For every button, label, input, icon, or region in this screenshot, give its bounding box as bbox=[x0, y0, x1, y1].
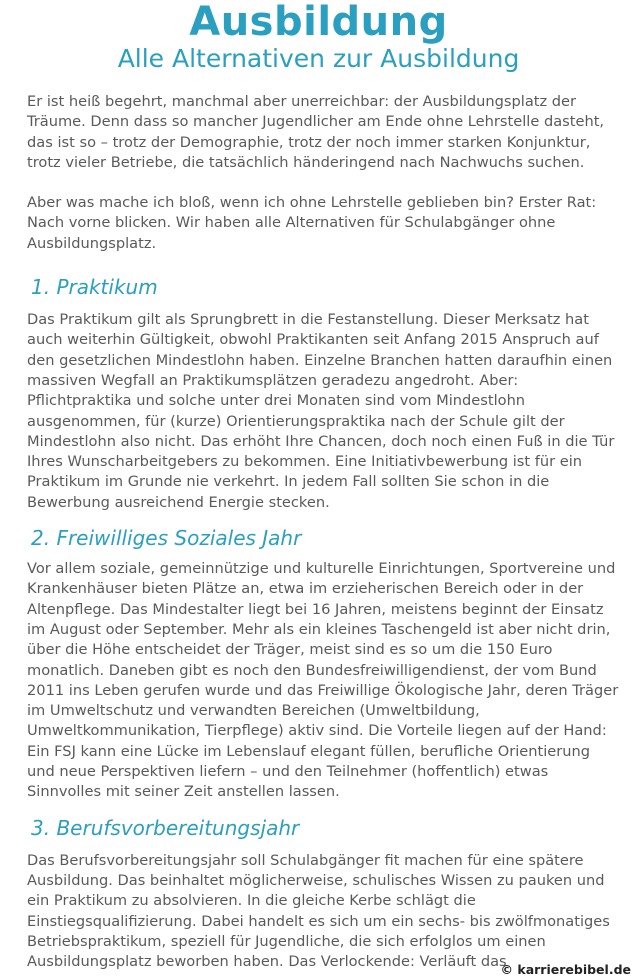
section-heading-fsj: 2. Freiwilliges Soziales Jahr bbox=[31, 526, 302, 551]
intro-paragraph-1: Er ist heiß begehrt, manchmal aber unerreichbar: der Ausbildungsplatz der Träume. Denn dass so mancher Jugendlicher am Ende ohne Lehrstelle dasteht, das ist so – trotz der Demographie, trotz der noch immer starken Konjunktur, trotz vieler Betriebe, die tatsächlich händeringend nach Nachwuchs suchen. bbox=[27, 93, 605, 171]
section-text-bvj: Das Berufsvorbereitungsjahr soll Schulabgänger fit machen für eine spätere Ausbildung. Das beinhaltet möglicherweise, schulisches Wissen zu pauken und ein Praktikum zu absolvieren. In die gleiche Kerbe schlägt die Einstiegsqualifizierung. Dabei handelt es sich um ein sechs- bis zwölfmonatiges Betriebspraktikum, speziell für Jugendliche, die sich erfolglos um einen Ausbildungsplatz beworben haben. Das Verlockende: Verläuft das bbox=[27, 851, 610, 971]
intro bbox=[27, 92, 621, 254]
section-heading-bvj: 3. Berufsvorbereitungsjahr bbox=[31, 815, 300, 840]
section-text-fsj: Vor allem soziale, gemeinnützige und kulturelle Einrichtungen, Sportvereine und Krankenhäuser bieten Plätze an, etwa im erzieherischen Bereich oder in der Altenpflege. Das Mindestalter liegt bei 16 Jahren, meistens beginnt der Einsatz im August oder September. Mehr als ein kleines Taschengeld ist aber nicht drin, über die Höhe entscheidet der Träger, meist sind es so um die 150 Euro monatlich. Daneben gibt es noch den Bundesfreiwilligendienst, der vom Bund 2011 ins Leben gerufen wurde und das Freiwillige Ökologische Jahr, deren Träger im Umweltschutz und verwandten Bereichen (Umweltbildung, Umweltkommunikation, Tierpflege) aktiv sind. Die Vorteile liegen auf der Hand: Ein FSJ kann eine Lücke im Lebenslauf elegant füllen, berufliche Orientierung und neue Perspektiven liefern – und den Teilnehmer (hoffentlich) etwas Sinnvolles mit seiner Zeit anstellen lassen. bbox=[27, 560, 619, 801]
page-subtitle: Alle Alternativen zur Ausbildung bbox=[117, 44, 520, 73]
copyright-footer: © karrierebibel.de bbox=[500, 962, 631, 977]
section-heading-praktikum: 1. Praktikum bbox=[31, 275, 158, 300]
section-fsj bbox=[27, 525, 621, 803]
intro-paragraph-2: Aber was mache ich bloß, wenn ich ohne Lehrstelle geblieben bin? Erster Rat: Nach vorne blicken. Wir haben alle Alternativen für Schulabgänger ohne Ausbildungsplatz. bbox=[27, 194, 597, 252]
section-text-praktikum: Das Praktikum gilt als Sprungbrett in die Festanstellung. Dieser Merksatz hat auch weiterhin Gültigkeit, obwohl Praktikanten seit Anfang 2015 Anspruch auf den gesetzlichen Mindestlohn haben. Einzelne Branchen hatten daraufhin einen massiven Wegfall an Praktikumsplätzen geradezu angedroht. Aber: Pflichtpraktika und solche unter drei Monaten sind vom Mindestlohn ausgenommen, für (kurze) Orientierungspraktika nach der Schule gilt der Mindestlohn also nicht. Das erhöht Ihre Chancen, doch noch einen Fuß in die Tür Ihres Wunscharbeitgebers zu bekommen. Eine Initiativbewerbung ist für ein Praktikum im Grunde nie verkehrt. In jedem Fall sollten Sie schon in die Bewerbung ausreichend Energie stecken. bbox=[27, 311, 615, 511]
section-berufsvorbereitungsjahr bbox=[27, 815, 621, 973]
article-body bbox=[0, 92, 637, 972]
page-title: Ausbildung bbox=[189, 0, 448, 45]
section-praktikum bbox=[27, 274, 621, 513]
